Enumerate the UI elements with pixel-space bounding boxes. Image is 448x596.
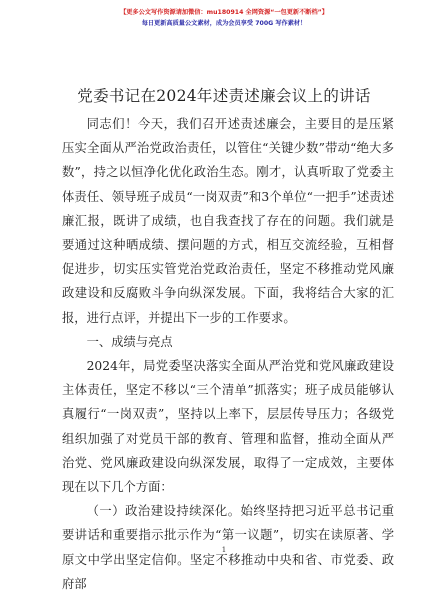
paragraph-opening: 同志们！今天，我们召开述责述廉会，主要目的是压紧压实全面从严治党政治责任，以管住“关键少数”带动“绝大多数”，持之以恒净化优化政治生态。刚才，认真听取了党委主体责任、领导班子成员“一岗双责”和3个单位“一把手”述责述廉汇报，既讲了成绩，也自我查找了存在的问题。我们就是要通过这种晒成绩、摆问题的方式，相互交流经验，互相督促进步，切实压实管党治党政治责任，坚定不移推动党风廉政建设和反腐败斗争向纵深发展。下面，我将结合大家的汇报，进行点评，并提出下一步的工作要求。 bbox=[62, 117, 394, 325]
promo-banner-line: 【更多公文写作资源请加微信：mu180914 全网资源“一包更新不断档”】 bbox=[120, 9, 328, 16]
document-title: 党委书记在2024年述责述廉会议上的讲话 bbox=[77, 87, 371, 105]
paragraph-political-building: （一）政治建设持续深化。始终坚持把习近平总书记重要讲话和重要指示批示作为“第一议题”，切实在读原著、学原文中学出坚定信仰。坚定不移推动中央和省、市党委、政府部 bbox=[62, 504, 394, 591]
page-number: 1 bbox=[221, 546, 227, 554]
document-body bbox=[62, 112, 394, 596]
paragraph-achievements: 2024年，局党委坚决落实全面从严治党和党风廉政建设主体责任，坚定不移以“三个清单”抓落实；班子成员能够认真履行“一岗双责”，坚持以上率下，层层传导压力；各级党组织加强了对党员干部的教育、管理和监督，推动全面从严治党、党风廉政建设向纵深发展，取得了一定成效，主要体现在以下几个方面： bbox=[62, 359, 394, 495]
section-heading: 一、成绩与亮点 bbox=[86, 334, 173, 349]
promo-subtitle-line: 每日更新高质量公文素材，成为会员享受 700G 写作素材！ bbox=[141, 20, 307, 27]
